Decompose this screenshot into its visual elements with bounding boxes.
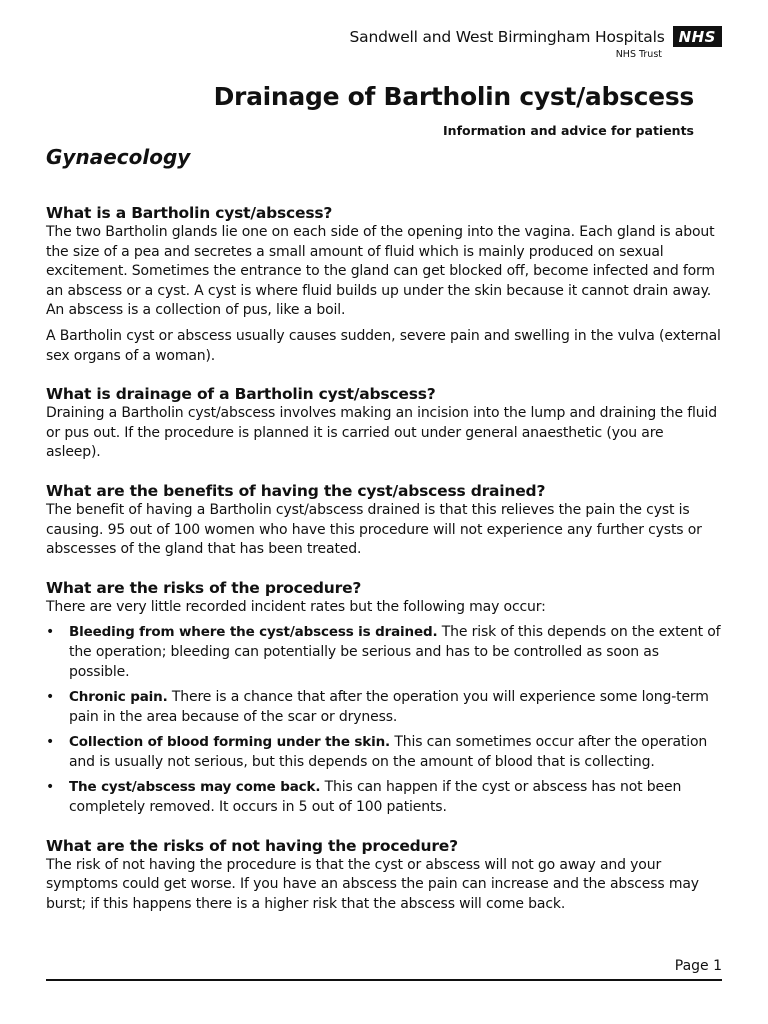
list-item-lead: Collection of blood forming under the skin. xyxy=(69,734,391,751)
list-item-lead: Chronic pain. xyxy=(69,689,168,706)
list-item xyxy=(46,778,722,817)
paragraph: The risk of not having the procedure is that the cyst or abscess will not go away and your symptoms could get worse. If you have an abscess the pain can increase and the abscess may burst; if this happens there is a higher risk that the abscess will come back. xyxy=(46,856,699,912)
organisation-name: Sandwell and West Birmingham Hospitals xyxy=(349,27,665,46)
section-heading: What are the risks of not having the procedure? xyxy=(46,836,458,855)
risk-list xyxy=(46,623,722,817)
paragraph: A Bartholin cyst or abscess usually causes sudden, severe pain and swelling in the vulva (external sex organs of a woman). xyxy=(46,327,721,364)
section-heading: What are the benefits of having the cyst/abscess drained? xyxy=(46,481,546,500)
list-item xyxy=(46,733,722,772)
list-item-lead: The cyst/abscess may come back. xyxy=(69,779,321,796)
list-item xyxy=(46,688,722,727)
paragraph: Draining a Bartholin cyst/abscess involves making an incision into the lump and draining the fluid or pus out. If the procedure is planned it is carried out under general anaesthetic (you are asleep). xyxy=(46,405,717,461)
list-item-text: This can sometimes occur after the operation and is usually not serious, but this depends on the amount of blood that is collecting. xyxy=(69,734,708,770)
section-heading: What is drainage of a Bartholin cyst/abscess? xyxy=(46,385,436,404)
list-item-text: There is a chance that after the operation you will experience some long-term pain in the area because of the scar or dryness. xyxy=(69,689,709,725)
section-no-procedure xyxy=(46,836,722,915)
page-header xyxy=(350,26,722,60)
section-risks xyxy=(46,578,722,818)
org-line xyxy=(350,26,722,47)
document-body xyxy=(46,203,722,932)
list-item-text: This can happen if the cyst or abscess has not been completely removed. It occurs in 5 out of 100 patients. xyxy=(69,779,682,816)
section-heading: What are the risks of the procedure? xyxy=(46,578,362,597)
list-item-lead: Bleeding from where the cyst/abscess is drained. xyxy=(69,624,438,641)
paragraph: The two Bartholin glands lie one on each side of the opening into the vagina. Each gland is about the size of a pea and secretes a small amount of fluid which is mainly produced on sexual excitement. Sometimes the entrance to the gland can get blocked off, become infected and form an abscess or a cyst. A cyst is where fluid builds up under the skin because it cannot drain away. An abscess is a collection of pus, like a boil. xyxy=(46,224,715,319)
section-benefits xyxy=(46,481,722,560)
footer-divider xyxy=(46,979,722,981)
document-subtitle: Information and advice for patients xyxy=(443,123,694,138)
department-name: Gynaecology xyxy=(46,145,191,169)
section-heading: What is a Bartholin cyst/abscess? xyxy=(46,204,333,222)
nhs-logo: NHS xyxy=(673,26,722,47)
paragraph: The benefit of having a Bartholin cyst/abscess drained is that this relieves the pain the cyst is causing. 95 out of 100 women who have this procedure will not experience any further cysts or abscesses of the gland that has been treated. xyxy=(46,501,702,558)
section-what-is xyxy=(46,203,722,366)
trust-label: NHS Trust xyxy=(615,49,662,60)
list-item xyxy=(46,623,722,682)
document-title: Drainage of Bartholin cyst/abscess xyxy=(213,82,694,111)
paragraph: There are very little recorded incident rates but the following may occur: xyxy=(46,598,546,615)
page-number: Page 1 xyxy=(674,958,722,974)
list-item-text: The risk of this depends on the extent of the operation; bleeding can potentially be serious and has to be controlled as soon as possible. xyxy=(69,624,721,680)
section-drainage xyxy=(46,384,722,463)
